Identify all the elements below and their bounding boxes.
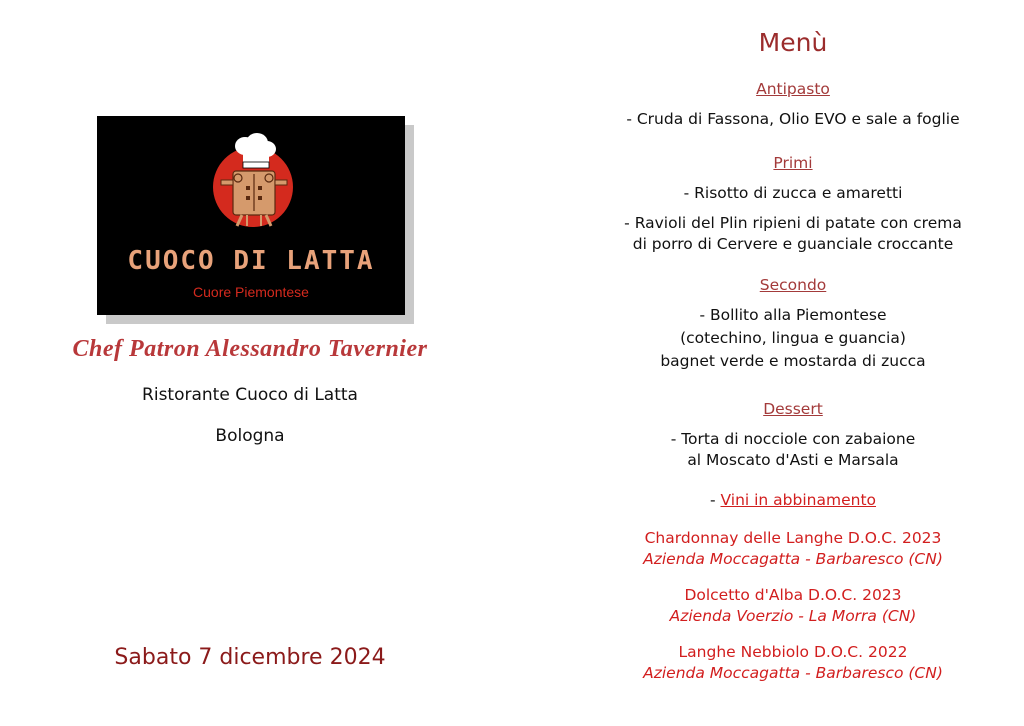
- chef-name: Chef Patron Alessandro Tavernier: [72, 336, 428, 362]
- section-heading-vini: [590, 490, 996, 511]
- vini-heading: Vini in abbinamento: [720, 491, 877, 509]
- wine-name: Langhe Nebbiolo D.O.C. 2022: [678, 643, 908, 661]
- section-heading-secondo: Secondo: [759, 276, 827, 294]
- wine-name: Dolcetto d'Alba D.O.C. 2023: [684, 586, 902, 604]
- section-heading-antipasto: Antipasto: [756, 80, 830, 98]
- menu-item: bagnet verde e mostarda di zucca: [660, 352, 926, 370]
- wine-maker: Azienda Moccagatta - Barbaresco (CN): [643, 664, 943, 682]
- menu-title: Menù: [758, 28, 828, 57]
- menu-item: - Bollito alla Piemontese: [699, 306, 887, 324]
- left-panel: [0, 0, 500, 726]
- section-heading-dessert: Dessert: [763, 400, 823, 418]
- wine-maker: Azienda Moccagatta - Barbaresco (CN): [643, 550, 943, 568]
- menu-item: di porro di Cervere e guanciale croccante: [632, 235, 954, 253]
- section-heading-primi: Primi: [773, 154, 813, 172]
- menu-item: - Ravioli del Plin ripieni di patate con crema: [624, 214, 962, 232]
- logo-title: CUOCO DI LATTA: [127, 246, 375, 276]
- event-date: Sabato 7 dicembre 2024: [114, 645, 386, 670]
- menu-item: - Risotto di zucca e amaretti: [683, 184, 903, 202]
- wine-name: Chardonnay delle Langhe D.O.C. 2023: [644, 529, 942, 547]
- menu-item: - Cruda di Fassona, Olio EVO e sale a foglie: [626, 110, 960, 128]
- wine-maker: Azienda Voerzio - La Morra (CN): [669, 607, 917, 625]
- menu-item: - Torta di nocciole con zabaione: [670, 430, 916, 448]
- restaurant-name: Ristorante Cuoco di Latta: [142, 385, 358, 405]
- logo-subtitle: Cuore Piemontese: [193, 284, 309, 300]
- menu-item: al Moscato d'Asti e Marsala: [687, 451, 899, 469]
- vini-prefix: -: [709, 491, 721, 509]
- menu-panel: [590, 0, 996, 726]
- restaurant-logo: [97, 116, 405, 315]
- menu-item: (cotechino, lingua e guancia): [680, 329, 906, 347]
- city-name: Bologna: [215, 426, 285, 446]
